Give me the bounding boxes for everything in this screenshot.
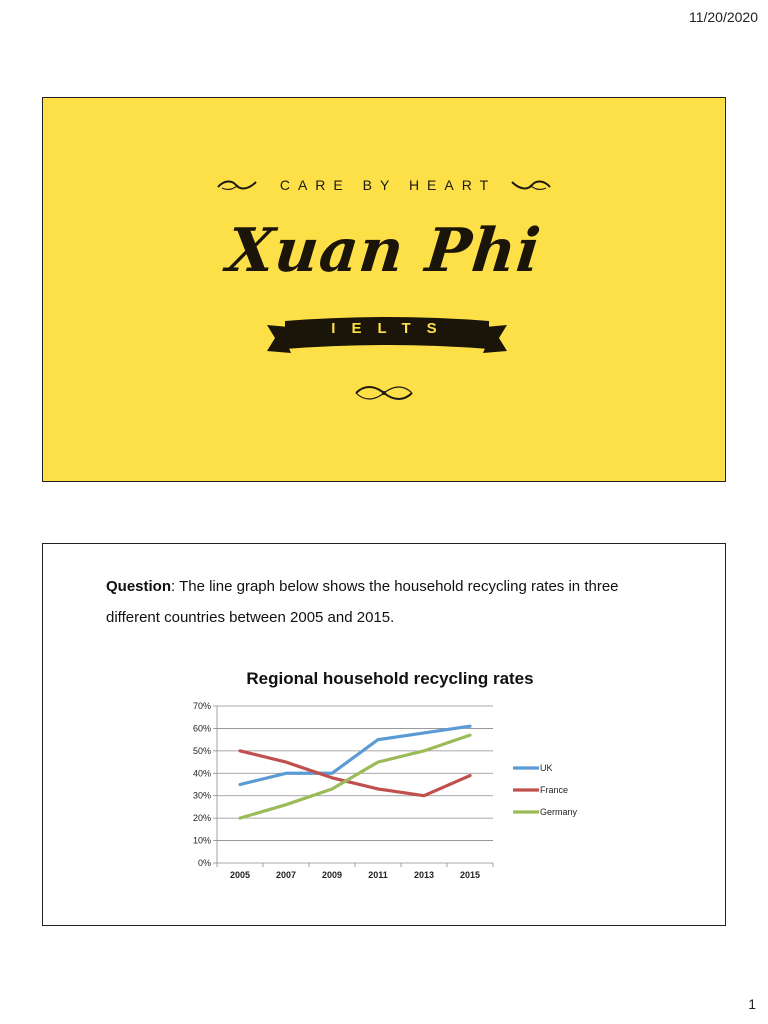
question-body: : The line graph below shows the household recycling rates in three different countries between 2005 and 2015. — [106, 578, 619, 626]
x-tick-label: 2009 — [321, 870, 343, 880]
x-tick-label: 2011 — [368, 870, 388, 880]
y-tick-label: 60% — [192, 723, 211, 734]
logo-tagline-row — [43, 177, 725, 193]
chart-legend — [513, 763, 578, 817]
legend-label-germany: Germany — [540, 807, 578, 817]
y-tick-label: 40% — [192, 768, 211, 779]
y-tick-label: 10% — [192, 835, 211, 846]
logo-tagline: CARE BY HEART — [279, 177, 497, 193]
legend-label-france: France — [540, 785, 569, 795]
y-tick-label: 30% — [192, 790, 211, 801]
swirl-left-icon — [216, 178, 258, 192]
page-number: 1 — [748, 996, 756, 1012]
swirl-right-icon — [510, 178, 552, 192]
chart-title: Regional household recycling rates — [246, 669, 534, 688]
legend-label-uk: UK — [540, 763, 553, 773]
question-label: Question — [106, 578, 172, 595]
ornament-icon — [43, 385, 725, 401]
y-tick-label: 70% — [192, 701, 211, 711]
y-tick-label: 50% — [192, 745, 211, 756]
x-tick-label: 2015 — [459, 870, 481, 880]
y-tick-label: 0% — [197, 858, 211, 868]
x-tick-label: 2013 — [413, 870, 435, 880]
logo-banner-text: IELTS — [331, 320, 453, 337]
title-slide — [42, 97, 726, 482]
chart-series — [238, 725, 471, 820]
line-chart — [43, 544, 727, 927]
x-tick-label: 2005 — [229, 870, 251, 880]
logo-name: Xuan Phi — [223, 216, 545, 286]
x-tick-label: 2007 — [275, 870, 297, 880]
chart-gridlines — [217, 706, 493, 841]
question-slide — [42, 543, 726, 926]
y-tick-label: 20% — [192, 813, 211, 824]
page-date: 11/20/2020 — [688, 9, 758, 25]
